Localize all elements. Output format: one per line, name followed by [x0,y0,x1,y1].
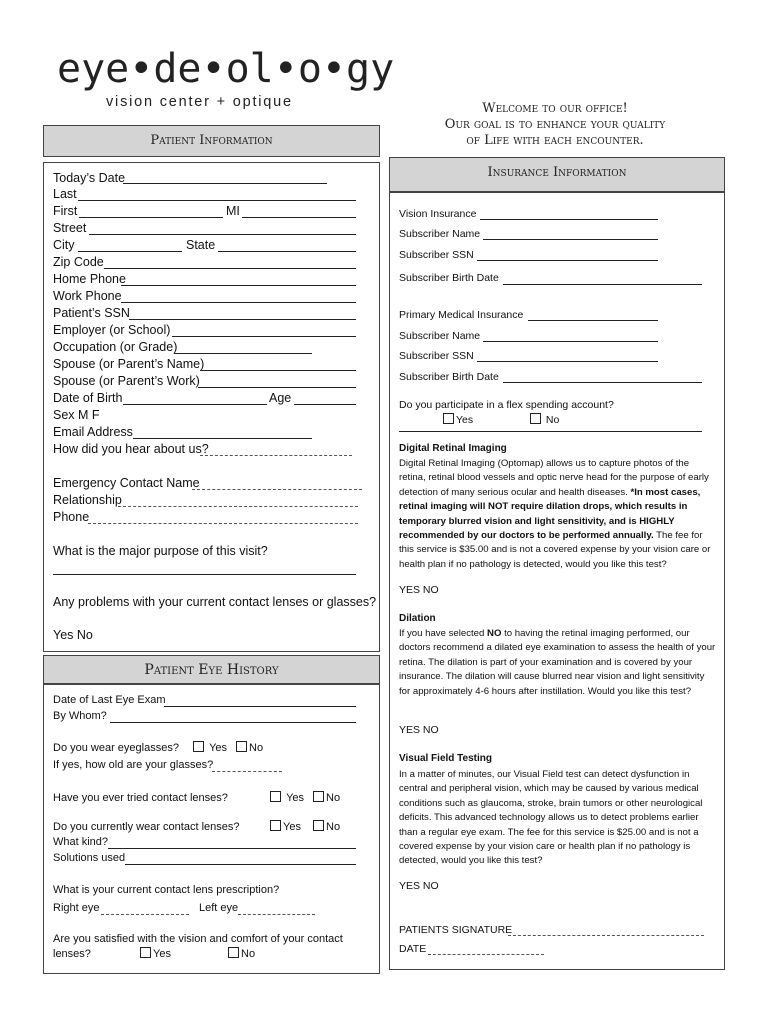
todays-date-label: Today’s Date [53,171,126,185]
state-field[interactable] [218,251,356,252]
by-whom-field[interactable] [110,722,356,723]
dilation-no-word: NO [487,628,502,639]
emergency-phone-field[interactable] [88,523,358,524]
signature-field[interactable] [508,935,704,936]
mi-field[interactable] [242,217,356,218]
satisfied-lenses-label: lenses? [53,948,91,960]
medical-subscriber-ssn-label: Subscriber SSN [399,350,474,362]
referral-label: How did you hear about us? [53,442,209,456]
zip-code-label: Zip Code [53,255,104,269]
checkbox-icon [228,947,239,958]
spouse-name-field[interactable] [200,370,356,371]
vision-insurance-label: Vision Insurance [399,208,477,220]
no-label: No [326,821,341,833]
checkbox-icon [530,413,541,424]
no-label: No [326,792,341,804]
vision-subscriber-name-label: Subscriber Name [399,228,481,240]
visual-field-yes-no[interactable]: YES NO [399,880,439,892]
prescription-label: What is your current contact lens prescription? [53,884,280,896]
email-field[interactable] [133,438,312,439]
dilation-title: Dilation [399,613,436,624]
occupation-label: Occupation (or Grade) [53,340,178,354]
right-eye-field[interactable] [101,914,189,915]
home-phone-field[interactable] [121,285,356,286]
dilation-paragraph [399,627,717,699]
retinal-imaging-paragraph [399,457,717,572]
lens-problems-label: Any problems with your current contact lenses or glasses? [53,595,377,609]
mi-label: MI [226,204,240,218]
what-kind-field[interactable] [108,848,356,849]
email-label: Email Address [53,425,133,439]
patient-ssn-field[interactable] [129,319,356,320]
date-of-birth-field[interactable] [123,404,267,405]
signature-date-field[interactable] [428,954,544,955]
vision-subscriber-name-field[interactable] [483,239,658,240]
visual-field-paragraph: In a matter of minutes, our Visual Field test can detect dysfunction in central and peripheral vision, which may be caused by various medical conditions such as glaucoma, stroke, brain tumors or other neurological deficits. This advanced technology allows us to detect problems earlier than a regular eye exam. The fee for this service is $25.00 and is not a covered expense by your vision care or health plan if no pathology is detected, would you like this test? [399,769,703,867]
visit-purpose-field[interactable] [53,574,356,575]
last-exam-label: Date of Last Eye Exam [53,694,166,706]
yes-label: Yes [283,821,301,833]
solutions-field[interactable] [125,864,356,865]
solutions-label: Solutions used [53,852,126,864]
current-contacts-yes-checkbox[interactable] [270,820,301,834]
first-name-label: First [53,204,78,218]
welcome-line-1: Welcome to our office! [482,101,628,116]
vision-subscriber-dob-label: Subscriber Birth Date [399,272,499,284]
street-label: Street [53,221,87,235]
insurance-information-header: Insurance Information [389,157,725,192]
vision-subscriber-dob-field[interactable] [503,284,702,285]
city-field[interactable] [78,251,182,252]
checkbox-icon [236,741,247,752]
zip-code-field[interactable] [104,268,356,269]
city-label: City [53,238,75,252]
date-of-birth-label: Date of Birth [53,391,123,405]
employer-label: Employer (or School) [53,323,171,337]
occupation-field[interactable] [174,353,312,354]
age-label: Age [269,391,292,405]
flex-no-checkbox[interactable] [530,413,559,427]
vision-subscriber-ssn-label: Subscriber SSN [399,249,474,261]
current-contacts-no-checkbox[interactable] [313,820,340,834]
emergency-contact-field[interactable] [192,489,362,490]
right-eye-label: Right eye [53,902,100,914]
checkbox-icon [313,791,324,802]
checkbox-icon [193,741,204,752]
eyeglasses-no-checkbox[interactable] [236,741,263,755]
signature-label: PATIENTS SIGNATURE [399,924,513,936]
dilation-pre: If you have selected [399,628,485,639]
retinal-text-1: Digital Retinal Imaging (Optomap) allows us to capture photos of the retina, retinal blood vessels and optic nerve head for the purpose of early detection of many serious ocular and health diseases. [399,458,709,498]
yes-label: Yes [286,792,305,804]
state-label: State [186,238,216,252]
flex-yes-checkbox[interactable] [443,413,473,427]
eyeglasses-yes-checkbox[interactable] [193,741,227,755]
flex-divider [399,431,702,432]
retinal-text-2: The fee for this service is $35.00 and is not a covered expense by your vision care or health plan if no pathology is detected, would you like this test? [399,530,711,570]
medical-subscriber-name-field[interactable] [483,341,658,342]
satisfied-label: Are you satisfied with the vision and comfort of your contact [53,933,343,945]
satisfied-no-checkbox[interactable] [228,947,255,961]
satisfied-yes-checkbox[interactable] [140,947,171,961]
last-exam-field[interactable] [164,706,356,707]
welcome-line-3: of Life with each encounter. [466,133,644,148]
employer-field[interactable] [172,336,356,337]
tried-contacts-no-checkbox[interactable] [313,791,340,805]
emergency-contact-label: Emergency Contact Name [53,476,200,490]
retinal-yes-no[interactable]: YES NO [399,584,439,596]
visual-field-title: Visual Field Testing [399,753,492,764]
lens-problems-yes-no[interactable]: Yes No [53,628,93,642]
retinal-bold-text: *In most cases, retinal imaging will NOT require dilation drops, which results in temporary blurred vision and light sensitivity, and is HIGHLY recommended by our doctors to be performed annually. [399,486,701,542]
logo: eye•de•ol•o•gy [57,46,395,92]
patient-information-header: Patient Information [43,125,380,157]
current-contacts-label: Do you currently wear contact lenses? [53,821,240,833]
left-eye-field[interactable] [238,914,315,915]
eyeglasses-label: Do you wear eyeglasses? [53,742,179,754]
checkbox-icon [313,820,324,831]
vision-insurance-field[interactable] [480,219,658,220]
no-label: No [249,742,264,754]
work-phone-label: Work Phone [53,289,122,303]
vision-subscriber-ssn-field[interactable] [477,260,658,261]
medical-subscriber-dob-field[interactable] [503,382,702,383]
medical-subscriber-ssn-field[interactable] [477,361,658,362]
spouse-work-field[interactable] [198,387,356,388]
home-phone-label: Home Phone [53,272,126,286]
last-name-label: Last [53,187,77,201]
spouse-work-label: Spouse (or Parent’s Work) [53,374,200,388]
tagline: vision center + optique [106,94,293,110]
medical-subscriber-dob-label: Subscriber Birth Date [399,371,499,383]
spouse-name-label: Spouse (or Parent’s Name) [53,357,205,371]
tried-contacts-label: Have you ever tried contact lenses? [53,792,228,804]
dilation-yes-no[interactable]: YES NO [399,724,439,736]
tried-contacts-yes-checkbox[interactable] [270,791,304,805]
street-field[interactable] [89,234,356,235]
glasses-age-field[interactable] [212,771,282,772]
checkbox-icon [270,791,281,802]
by-whom-label: By Whom? [53,710,107,722]
welcome-message [400,101,710,149]
first-name-field[interactable] [79,217,223,218]
visit-purpose-label: What is the major purpose of this visit? [53,544,268,558]
no-label: No [241,948,256,960]
yes-label: Yes [209,742,228,754]
checkbox-icon [270,820,281,831]
checkbox-icon [140,947,151,958]
relationship-field[interactable] [118,506,358,507]
glasses-age-label: If yes, how old are your glasses? [53,759,214,771]
yes-label: Yes [456,414,474,426]
signature-date-label: DATE [399,943,427,955]
last-name-field[interactable] [78,200,356,201]
primary-medical-field[interactable] [528,320,658,321]
age-field[interactable] [294,404,356,405]
work-phone-field[interactable] [121,302,356,303]
medical-subscriber-name-label: Subscriber Name [399,330,481,342]
patient-ssn-label: Patient’s SSN [53,306,130,320]
eye-history-header: Patient Eye History [43,655,380,684]
referral-field[interactable] [200,455,352,456]
todays-date-field[interactable] [123,183,327,184]
emergency-phone-label: Phone [53,510,90,524]
flex-spending-label: Do you participate in a flex spending account? [399,399,614,411]
retinal-imaging-title: Digital Retinal Imaging [399,443,507,454]
relationship-label: Relationship [53,493,122,507]
no-label: No [545,414,560,426]
checkbox-icon [443,413,454,424]
welcome-line-2: Our goal is to enhance your quality [444,117,666,132]
dilation-text: to having the retinal imaging performed, our doctors recommend a dilated eye examination to assess the health of your retina. The dilation is part of your examination and is covered by your insurance. The dilation will cause blurred near vision and light sensitivity for approximately 4-6 hours after instillation. Would you like this test? [399,628,716,697]
left-eye-label: Left eye [199,902,239,914]
sex-selector[interactable]: Sex M F [53,408,100,422]
primary-medical-label: Primary Medical Insurance [399,309,524,321]
what-kind-label: What kind? [53,836,109,848]
yes-label: Yes [153,948,171,960]
